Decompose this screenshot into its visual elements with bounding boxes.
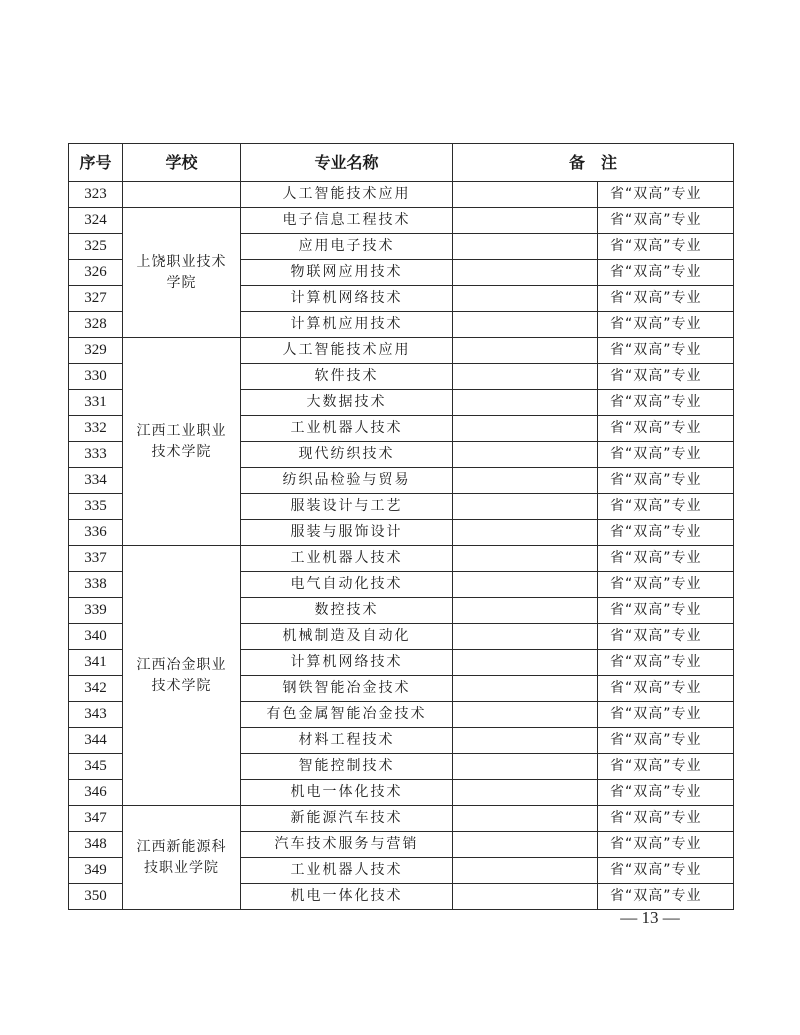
- row-number: 341: [69, 650, 123, 676]
- remark-text: 省“双高”专业: [598, 390, 734, 416]
- major-name: 大数据技术: [241, 390, 453, 416]
- row-number: 346: [69, 780, 123, 806]
- remark-text: 省“双高”专业: [598, 598, 734, 624]
- row-number: 344: [69, 728, 123, 754]
- table-body: [69, 182, 734, 910]
- row-number: 337: [69, 546, 123, 572]
- remark-text: 省“双高”专业: [598, 468, 734, 494]
- remark-blank-cell: [453, 260, 598, 286]
- remark-text: 省“双高”专业: [598, 702, 734, 728]
- major-name: 工业机器人技术: [241, 416, 453, 442]
- row-number: 332: [69, 416, 123, 442]
- major-name: 机电一体化技术: [241, 780, 453, 806]
- row-number: 333: [69, 442, 123, 468]
- table-row: [69, 546, 734, 572]
- remark-blank-cell: [453, 208, 598, 234]
- major-name: 智能控制技术: [241, 754, 453, 780]
- remark-blank-cell: [453, 572, 598, 598]
- major-name: 工业机器人技术: [241, 858, 453, 884]
- row-number: 326: [69, 260, 123, 286]
- major-name: 数控技术: [241, 598, 453, 624]
- row-number: 348: [69, 832, 123, 858]
- remark-blank-cell: [453, 832, 598, 858]
- majors-table: [68, 143, 734, 910]
- row-number: 328: [69, 312, 123, 338]
- row-number: 339: [69, 598, 123, 624]
- remark-blank-cell: [453, 416, 598, 442]
- row-number: 327: [69, 286, 123, 312]
- major-name: 服装设计与工艺: [241, 494, 453, 520]
- header-school: 学校: [123, 144, 241, 182]
- major-name: 有色金属智能冶金技术: [241, 702, 453, 728]
- row-number: 345: [69, 754, 123, 780]
- school-cell: 江西工业职业技术学院: [123, 338, 241, 546]
- header-seq: 序号: [69, 144, 123, 182]
- remark-blank-cell: [453, 364, 598, 390]
- remark-blank-cell: [453, 728, 598, 754]
- row-number: 347: [69, 806, 123, 832]
- row-number: 342: [69, 676, 123, 702]
- remark-blank-cell: [453, 884, 598, 910]
- remark-blank-cell: [453, 234, 598, 260]
- row-number: 334: [69, 468, 123, 494]
- remark-blank-cell: [453, 806, 598, 832]
- remark-text: 省“双高”专业: [598, 858, 734, 884]
- remark-text: 省“双高”专业: [598, 416, 734, 442]
- remark-text: 省“双高”专业: [598, 494, 734, 520]
- remark-blank-cell: [453, 650, 598, 676]
- remark-text: 省“双高”专业: [598, 364, 734, 390]
- row-number: 350: [69, 884, 123, 910]
- remark-text: 省“双高”专业: [598, 832, 734, 858]
- major-name: 工业机器人技术: [241, 546, 453, 572]
- remark-blank-cell: [453, 624, 598, 650]
- major-name: 计算机网络技术: [241, 650, 453, 676]
- major-name: 机械制造及自动化: [241, 624, 453, 650]
- header-major: 专业名称: [241, 144, 453, 182]
- remark-blank-cell: [453, 442, 598, 468]
- school-cell: 江西新能源科技职业学院: [123, 806, 241, 910]
- table-row: [69, 182, 734, 208]
- row-number: 335: [69, 494, 123, 520]
- remark-text: 省“双高”专业: [598, 624, 734, 650]
- major-name: 材料工程技术: [241, 728, 453, 754]
- remark-text: 省“双高”专业: [598, 520, 734, 546]
- remark-text: 省“双高”专业: [598, 182, 734, 208]
- remark-blank-cell: [453, 598, 598, 624]
- school-cell: 江西冶金职业技术学院: [123, 546, 241, 806]
- header-remark: 备 注: [453, 144, 734, 182]
- remark-text: 省“双高”专业: [598, 650, 734, 676]
- remark-blank-cell: [453, 312, 598, 338]
- remark-text: 省“双高”专业: [598, 260, 734, 286]
- remark-blank-cell: [453, 520, 598, 546]
- remark-text: 省“双高”专业: [598, 442, 734, 468]
- remark-text: 省“双高”专业: [598, 286, 734, 312]
- row-number: 323: [69, 182, 123, 208]
- table-header-row: [69, 144, 734, 182]
- remark-blank-cell: [453, 182, 598, 208]
- remark-blank-cell: [453, 780, 598, 806]
- major-name: 汽车技术服务与营销: [241, 832, 453, 858]
- remark-blank-cell: [453, 390, 598, 416]
- row-number: 336: [69, 520, 123, 546]
- major-name: 纺织品检验与贸易: [241, 468, 453, 494]
- major-name: 电气自动化技术: [241, 572, 453, 598]
- remark-blank-cell: [453, 858, 598, 884]
- major-name: 计算机应用技术: [241, 312, 453, 338]
- major-name: 应用电子技术: [241, 234, 453, 260]
- major-name: 软件技术: [241, 364, 453, 390]
- row-number: 340: [69, 624, 123, 650]
- row-number: 343: [69, 702, 123, 728]
- major-name: 机电一体化技术: [241, 884, 453, 910]
- major-name: 人工智能技术应用: [241, 338, 453, 364]
- remark-text: 省“双高”专业: [598, 728, 734, 754]
- major-name: 电子信息工程技术: [241, 208, 453, 234]
- major-name: 计算机网络技术: [241, 286, 453, 312]
- remark-text: 省“双高”专业: [598, 546, 734, 572]
- remark-blank-cell: [453, 286, 598, 312]
- major-name: 物联网应用技术: [241, 260, 453, 286]
- table-row: [69, 338, 734, 364]
- remark-text: 省“双高”专业: [598, 338, 734, 364]
- remark-blank-cell: [453, 468, 598, 494]
- remark-text: 省“双高”专业: [598, 572, 734, 598]
- major-name: 钢铁智能冶金技术: [241, 676, 453, 702]
- table-row: [69, 208, 734, 234]
- row-number: 329: [69, 338, 123, 364]
- row-number: 338: [69, 572, 123, 598]
- major-name: 现代纺织技术: [241, 442, 453, 468]
- row-number: 349: [69, 858, 123, 884]
- school-cell: 上饶职业技术学院: [123, 208, 241, 338]
- row-number: 325: [69, 234, 123, 260]
- school-cell: [123, 182, 241, 208]
- remark-text: 省“双高”专业: [598, 312, 734, 338]
- page-number: — 13 —: [620, 908, 680, 927]
- remark-blank-cell: [453, 676, 598, 702]
- remark-text: 省“双高”专业: [598, 780, 734, 806]
- table-row: [69, 806, 734, 832]
- row-number: 324: [69, 208, 123, 234]
- remark-text: 省“双高”专业: [598, 676, 734, 702]
- remark-blank-cell: [453, 338, 598, 364]
- major-name: 新能源汽车技术: [241, 806, 453, 832]
- remark-text: 省“双高”专业: [598, 754, 734, 780]
- major-name: 人工智能技术应用: [241, 182, 453, 208]
- remark-blank-cell: [453, 546, 598, 572]
- row-number: 330: [69, 364, 123, 390]
- remark-blank-cell: [453, 754, 598, 780]
- remark-blank-cell: [453, 494, 598, 520]
- remark-blank-cell: [453, 702, 598, 728]
- row-number: 331: [69, 390, 123, 416]
- remark-text: 省“双高”专业: [598, 884, 734, 910]
- remark-text: 省“双高”专业: [598, 208, 734, 234]
- remark-text: 省“双高”专业: [598, 234, 734, 260]
- major-name: 服装与服饰设计: [241, 520, 453, 546]
- remark-text: 省“双高”专业: [598, 806, 734, 832]
